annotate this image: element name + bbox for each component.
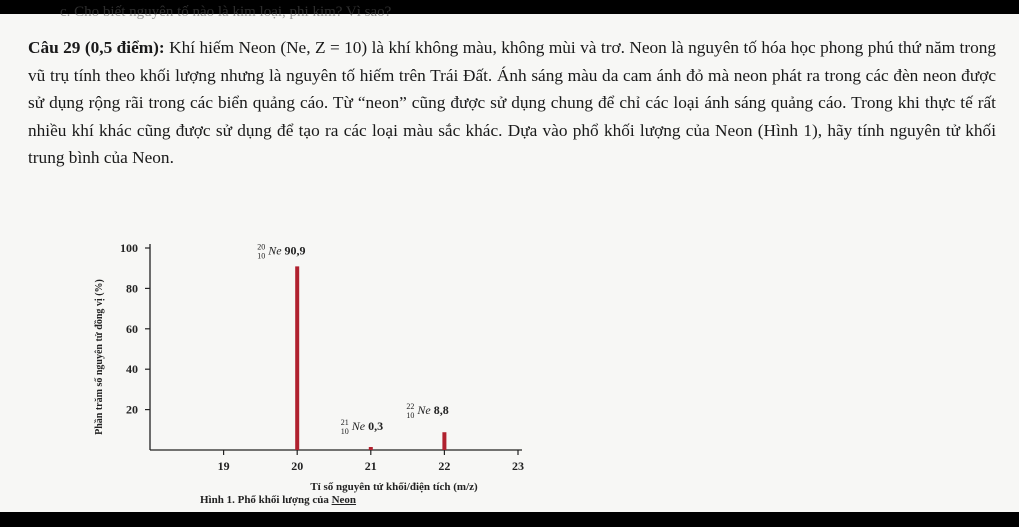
- x-tick-label: 23: [512, 459, 524, 473]
- question-label: Câu 29 (0,5 điểm):: [28, 38, 165, 57]
- y-tick-label: 60: [126, 321, 138, 336]
- x-tick-label: 22: [438, 459, 451, 473]
- isotope-label-22: $^{22}$ 10 Ne 8,8: [406, 402, 449, 421]
- isotope-label-21: $^{21}$ 10 Ne 0,3: [340, 418, 384, 436]
- x-tick-label: 21: [364, 459, 377, 473]
- y-tick-label: 40: [126, 362, 138, 377]
- caption-link-neon: Neon: [331, 494, 357, 506]
- x-axis-label: Tỉ số nguyên tử khối/điện tích (m/z): [310, 481, 478, 493]
- cut-off-header-line: c. Cho biết nguyên tố nào là kim loại, phi kim? Vì sao?: [60, 4, 392, 20]
- y-tick-label: 20: [126, 402, 138, 417]
- isotope-label-20: $^{20}$ 10 Ne 90,9: [257, 242, 306, 261]
- bar-22ne: [442, 432, 446, 450]
- question-text: Khí hiếm Neon (Ne, Z = 10) là khí không màu, không mùi và trơ. Neon là nguyên tố hóa học phong phú thứ năm trong vũ trụ tính theo khối lượng nhưng là nguyên tố hiếm trên Trái Đất. Ánh sáng màu da cam ánh đỏ mà neon phát ra trong các đèn neon được sử dụng rộng rãi trong các biển quảng cáo. Từ “neon” cũng được sử dụng chung để chỉ các loại ánh sáng quảng cáo. Trong khi thực tế rất nhiều khí khác cũng được sử dụng để tạo ra các loại màu sắc khác. Dựa vào phổ khối lượng của Neon (Hình 1), hãy tính nguyên tử khối trung bình của Neon.: [28, 38, 996, 167]
- caption-prefix: Hình 1. Phổ khối lượng của: [200, 494, 329, 506]
- mass-spectrum-chart: [78, 228, 618, 508]
- figure-caption: [200, 494, 356, 506]
- x-tick-label: 19: [217, 459, 230, 473]
- chart-svg: [78, 228, 618, 508]
- bar-21ne: [369, 447, 373, 450]
- y-tick-label: 100: [120, 241, 138, 255]
- bottom-black-bar: [0, 512, 1019, 527]
- bar-20ne: [295, 266, 299, 450]
- y-axis-label: Phần trăm số nguyên tử đồng vị (%): [94, 279, 105, 435]
- question-29: [28, 34, 996, 172]
- document-page: [0, 4, 1019, 512]
- y-tick-label: 80: [126, 281, 138, 296]
- x-tick-label: 20: [291, 459, 304, 473]
